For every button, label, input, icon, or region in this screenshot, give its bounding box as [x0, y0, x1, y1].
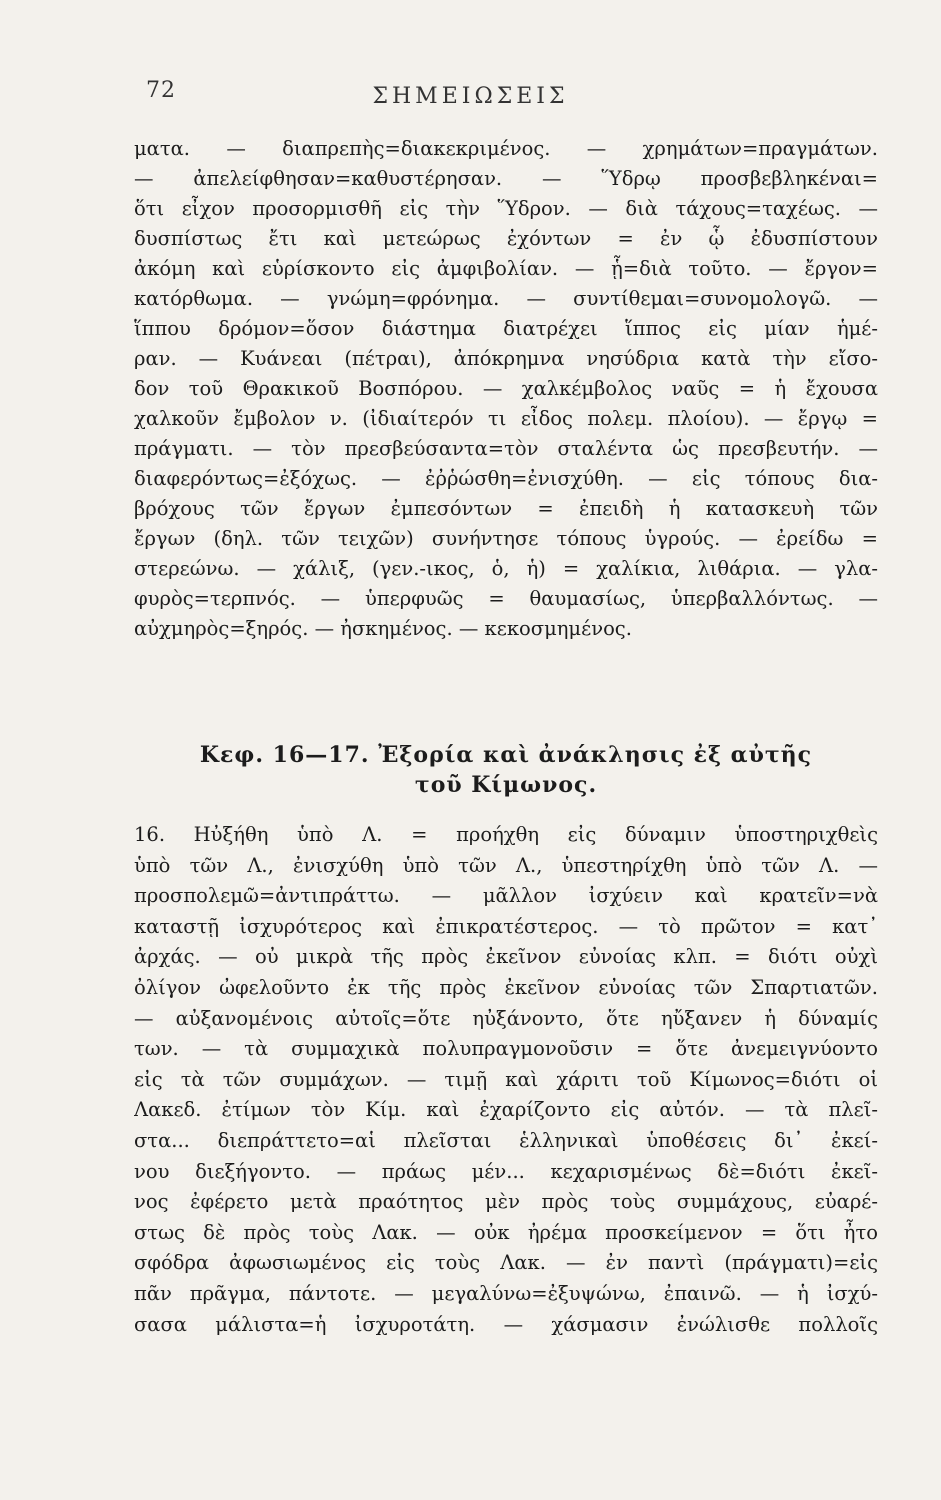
text-line: νος ἐφέρετο μετὰ πραότητος μὲν πρὸς τοὺς συμμάχους, εὐαρέ- — [134, 1190, 878, 1214]
text-line: των. — τὰ συμμαχικὰ πολυπραγμονοῦσιν = ὅτε ἀνεμειγνύοντο — [134, 1037, 878, 1061]
text-line: — αὐξανομένοις αὐτοῖς=ὅτε ηὐξάνοντο, ὅτε ηὔξανεν ἡ δύναμίς — [134, 1006, 878, 1030]
text-line: — ἀπελείφθησαν=καθυστέρησαν. — Ὕδρῳ προσβεβληκέναι= — [134, 167, 878, 190]
text-line: ἀρχάς. — οὐ μικρὰ τῆς πρὸς ἐκεῖνον εὐνοίας κλπ. = διότι οὐχὶ — [134, 945, 878, 969]
text-line: βρόχους τῶν ἔργων ἐμπεσόντων = ἐπειδὴ ἡ κατασκευὴ τῶν — [134, 497, 878, 520]
text-line: σφόδρα ἀφωσιωμένος εἰς τοὺς Λακ. — ἐν παντὶ (πράγματι)=εἰς — [134, 1251, 878, 1275]
chapter-heading — [134, 740, 878, 800]
text-line: ὀλίγον ὠφελοῦντο ἐκ τῆς πρὸς ἐκεῖνον εὐνοίας τῶν Σπαρτιατῶν. — [134, 975, 878, 999]
text-line: 16. Ηὐξήθη ὑπὸ Λ. = προήχθη εἰς δύναμιν ὑποστηριχθεὶς — [134, 823, 878, 846]
text-line: ἵππου δρόμον=ὅσον διάστημα διατρέχει ἵππος εἰς μίαν ἡμέ- — [134, 317, 878, 340]
notes-bottom — [134, 820, 878, 1340]
text-line: ραν. — Κυάνεαι (πέτραι), ἀπόκρημνα νησύδρια κατὰ τὴν εἴσο- — [134, 347, 878, 370]
text-line: διαφερόντως=ἐξόχως. — ἐῤῥώσθη=ἐνισχύθη. — εἰς τόπους δια- — [134, 467, 878, 490]
notes-top — [134, 134, 878, 644]
text-line: φυρὸς=τερπνός. — ὑπερφυῶς = θαυμασίως, ὑπερβαλλόντως. — — [134, 587, 878, 610]
text-line: πᾶν πρᾶγμα, πάντοτε. — μεγαλύνω=ἐξυψώνω, ἐπαινῶ. — ἡ ἰσχύ- — [134, 1281, 878, 1305]
text-line: καταστῇ ἰσχυρότερος καὶ ἐπικρατέστερος. — τὸ πρῶτον = κατ᾽ — [134, 914, 878, 938]
text-line: προσπολεμῶ=ἀντιπράττω. — μᾶλλον ἰσχύειν καὶ κρατεῖν=νὰ — [134, 884, 878, 908]
text-line: κατόρθωμα. — γνώμη=φρόνημα. — συντίθεμαι=συνομολογῶ. — — [134, 287, 878, 310]
text-line: στα... διεπράττετο=αἱ πλεῖσται ἑλληνικαὶ ὑποθέσεις δι᾽ ἐκεί- — [134, 1128, 878, 1152]
text-line: Λακεδ. ἐτίμων τὸν Κίμ. καὶ ἐχαρίζοντο εἰς αὐτόν. — τὰ πλεῖ- — [134, 1098, 878, 1122]
text-line: ματα. — διαπρεπὴς=διακεκριμένος. — χρημάτων=πραγμάτων. — [134, 137, 878, 160]
chapter-subtitle: τοῦ Κίμωνος. — [414, 772, 598, 798]
text-line: δον τοῦ Θρακικοῦ Βοσπόρου. — χαλκέμβολος ναῦς = ἡ ἔχουσα — [134, 377, 878, 400]
text-line: ὑπὸ τῶν Λ., ἐνισχύθη ὑπὸ τῶν Λ., ὑπεστηρίχθη ὑπὸ τῶν Λ. — — [134, 853, 878, 877]
text-line: ἀκόμη καὶ εὑρίσκοντο εἰς ἀμφιβολίαν. — ᾗ=διὰ τοῦτο. — ἔργον= — [134, 257, 878, 280]
text-line: σασα μάλιστα=ἡ ἰσχυροτάτη. — χάσμασιν ἐνώλισθε πολλοῖς — [134, 1312, 878, 1336]
running-head: ΣΗΜΕΙΩΣΕΙΣ — [372, 84, 569, 109]
text-line: στερεώνω. — χάλιξ, (γεν.-ικος, ὁ, ἡ) = χαλίκια, λιθάρια. — γλα- — [134, 557, 878, 580]
text-line: δυσπίστως ἔτι καὶ μετεώρως ἐχόντων = ἐν ᾧ ἐδυσπίστουν — [134, 227, 878, 250]
chapter-title: Κεφ. 16—17. Ἐξορία καὶ ἀνάκλησις ἐξ αὐτῆς — [199, 742, 813, 768]
text-line: χαλκοῦν ἔμβολον ν. (ἰδιαίτερόν τι εἶδος πολεμ. πλοίου). — ἔργῳ = — [134, 407, 878, 430]
text-line: εἰς τὰ τῶν συμμάχων. — τιμῇ καὶ χάριτι τοῦ Κίμωνος=διότι οἱ — [134, 1067, 878, 1091]
text-line: νου διεξήγοντο. — πράως μέν... κεχαρισμένως δὲ=διότι ἐκεῖ- — [134, 1159, 878, 1183]
page-number: 72 — [146, 78, 176, 103]
text-line: στως δὲ πρὸς τοὺς Λακ. — οὐκ ἠρέμα προσκείμενον = ὅτι ἦτο — [134, 1220, 878, 1244]
text-line: αὐχμηρὸς=ξηρός. — ἠσκημένος. — κεκοσμημένος. — [134, 617, 632, 640]
text-line: ὅτι εἶχον προσορμισθῆ εἰς τὴν Ὕδρον. — διὰ τάχους=ταχέως. — — [134, 197, 878, 220]
text-line: πράγματι. — τὸν πρεσβεύσαντα=τὸν σταλέντα ὡς πρεσβευτήν. — — [134, 437, 878, 460]
text-line: ἔργων (δηλ. τῶν τειχῶν) συνήντησε τόπους ὑγρούς. — ἐρείδω = — [134, 527, 878, 550]
